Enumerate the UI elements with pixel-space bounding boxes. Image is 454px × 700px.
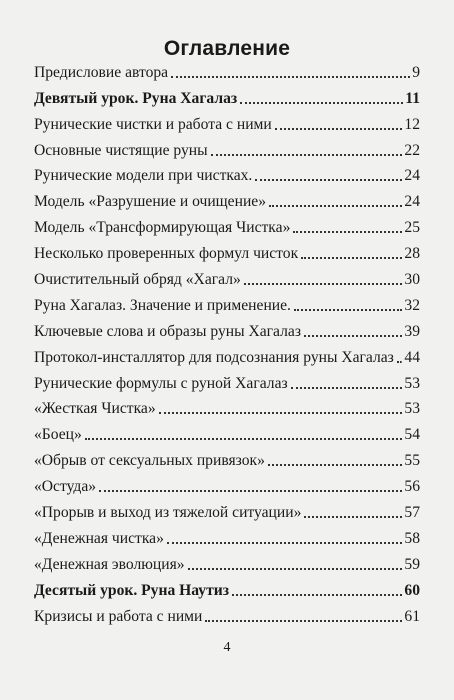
toc-entry	[34, 56, 420, 82]
toc-entry	[34, 341, 420, 367]
toc-entry-page: 53	[404, 400, 420, 418]
dot-leader	[244, 282, 403, 285]
dot-leader	[85, 437, 403, 440]
toc-entry-page: 24	[404, 167, 420, 185]
dot-leader	[99, 489, 402, 492]
toc-entry-label: «Остуда»	[34, 478, 97, 496]
toc-entry	[34, 367, 420, 393]
toc-entry-page: 11	[405, 89, 420, 107]
toc-entry-page: 59	[404, 555, 420, 573]
toc-entry-page: 58	[404, 529, 420, 547]
toc-entry-label: Модель «Трансформирующая Чистка»	[34, 219, 291, 237]
toc-entry	[34, 522, 420, 548]
toc-entry-label: «Обрыв от сексуальных привязок»	[34, 452, 265, 470]
toc-entry-label: Рунические модели при чистках.	[34, 167, 253, 185]
toc-entry	[34, 108, 420, 134]
toc-entry-label: Девятый урок. Руна Хагалаз	[34, 89, 238, 107]
toc-entry	[34, 444, 420, 470]
toc-entry-label: «Прорыв и выход из тяжелой ситуации»	[34, 504, 302, 522]
toc-entry-label: Протокол-инсталлятор для подсознания руны Хагалаз	[34, 348, 394, 366]
toc-entry-page: 9	[412, 63, 420, 81]
toc-entry	[34, 600, 420, 626]
toc-entry-page: 44	[404, 348, 420, 366]
toc-entry	[34, 263, 420, 289]
toc-entry-page: 61	[404, 607, 420, 625]
dot-leader	[171, 75, 410, 78]
dot-leader	[397, 360, 403, 363]
toc-entry-page: 28	[404, 245, 420, 263]
toc-entry	[34, 134, 420, 160]
dot-leader	[232, 593, 402, 596]
dot-leader	[167, 541, 403, 544]
toc-entry-page: 24	[404, 193, 420, 211]
dot-leader	[268, 463, 403, 466]
toc-entry	[34, 82, 420, 108]
toc-entry-page: 12	[404, 115, 420, 133]
toc-entry-page: 39	[404, 322, 420, 340]
dot-leader	[269, 204, 402, 207]
toc-entry	[34, 418, 420, 444]
toc-entry-page: 54	[404, 426, 420, 444]
table-of-contents	[34, 56, 420, 626]
toc-entry-page: 56	[404, 478, 420, 496]
toc-entry	[34, 548, 420, 574]
dot-leader	[211, 153, 403, 156]
toc-entry-page: 55	[404, 452, 420, 470]
dot-leader	[304, 334, 402, 337]
toc-entry-label: Руна Хагалаз. Значение и применение.	[34, 296, 291, 314]
toc-entry-label: Очистительный обряд «Хагал»	[34, 271, 241, 289]
toc-entry-page: 25	[404, 219, 420, 237]
toc-entry	[34, 393, 420, 419]
toc-entry-label: Несколько проверенных формул чисток	[34, 245, 299, 263]
toc-entry-label: Модель «Разрушение и очищение»	[34, 193, 267, 211]
toc-entry-label: Предисловие автора	[34, 63, 169, 81]
toc-entry	[34, 496, 420, 522]
toc-entry	[34, 211, 420, 237]
toc-entry-label: «Денежная чистка»	[34, 529, 164, 547]
toc-entry-page: 60	[404, 581, 420, 599]
toc-entry-page: 22	[404, 141, 420, 159]
toc-entry	[34, 315, 420, 341]
toc-entry-page: 30	[404, 271, 420, 289]
toc-entry	[34, 574, 420, 600]
dot-leader	[205, 619, 402, 622]
dot-leader	[240, 101, 403, 104]
toc-entry-page: 53	[404, 374, 420, 392]
dot-leader	[255, 178, 402, 181]
dot-leader	[159, 411, 403, 414]
dot-leader	[304, 515, 402, 518]
toc-entry-page: 32	[404, 296, 420, 314]
dot-leader	[275, 127, 403, 130]
toc-entry-label: Рунические формулы с руной Хагалаз	[34, 374, 288, 392]
dot-leader	[293, 230, 402, 233]
toc-entry-label: «Денежная эволюция»	[34, 555, 185, 573]
dot-leader	[291, 386, 403, 389]
toc-entry-page: 57	[404, 504, 420, 522]
toc-entry-label: Основные чистящие руны	[34, 141, 208, 159]
toc-entry-label: Ключевые слова и образы руны Хагалаз	[34, 322, 301, 340]
toc-entry-label: «Боец»	[34, 426, 82, 444]
toc-entry-label: Десятый урок. Руна Наутиз	[34, 581, 229, 599]
toc-entry	[34, 185, 420, 211]
page-title: Оглавление	[163, 37, 291, 60]
dot-leader	[294, 308, 402, 311]
toc-entry-label: Рунические чистки и работа с ними	[34, 115, 272, 133]
toc-entry	[34, 237, 420, 263]
toc-entry	[34, 470, 420, 496]
page-number: 4	[223, 640, 231, 655]
dot-leader	[188, 567, 403, 570]
toc-entry	[34, 160, 420, 186]
dot-leader	[301, 256, 402, 259]
toc-entry-label: Кризисы и работа с ними	[34, 607, 203, 625]
toc-entry-label: «Жесткая Чистка»	[34, 400, 156, 418]
toc-entry	[34, 289, 420, 315]
